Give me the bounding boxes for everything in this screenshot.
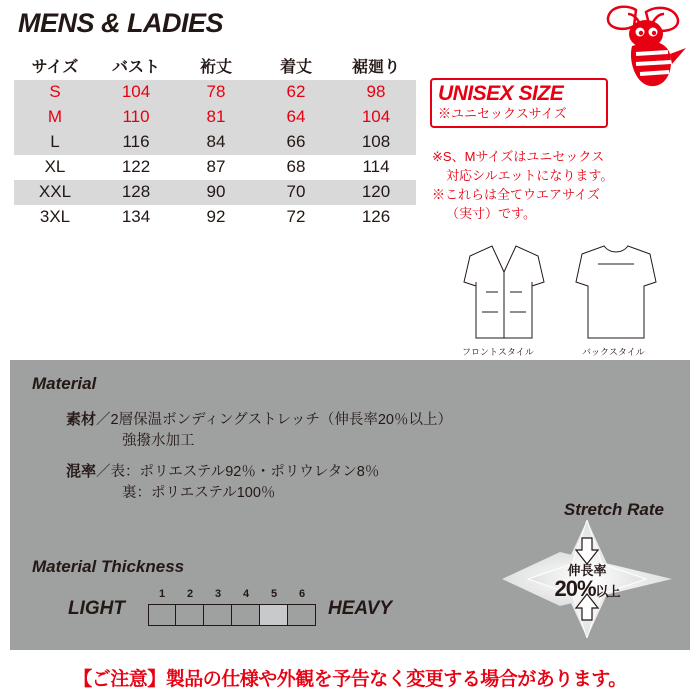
material-composition-value: ／2層保温ボンディングストレッチ（伸長率20％以上）	[96, 412, 452, 428]
cell-hem: 120	[336, 180, 416, 205]
unisex-title: UNISEX SIZE	[438, 82, 564, 105]
unisex-subtitle: ※ユニセックスサイズ	[438, 106, 567, 121]
col-header-length: 着丈	[279, 59, 312, 76]
cell-size: 3XL	[14, 205, 96, 230]
table-row	[14, 205, 416, 230]
table-row	[14, 155, 416, 180]
cell-bust: 110	[96, 105, 176, 130]
thickness-scale	[148, 588, 320, 626]
cell-hem: 104	[336, 105, 416, 130]
thickness-cell-5	[260, 604, 288, 626]
cell-sleeve: 81	[176, 105, 256, 130]
thickness-number-4: 4	[242, 588, 250, 600]
table-header-row	[14, 52, 416, 80]
cell-length: 70	[256, 180, 336, 205]
table-row	[14, 105, 416, 130]
material-ratio-key: 混率	[66, 463, 97, 480]
material-section	[10, 360, 690, 650]
material-ratio-row	[66, 460, 379, 483]
cell-bust: 128	[96, 180, 176, 205]
cell-length: 66	[256, 130, 336, 155]
cell-size: XXL	[14, 180, 96, 205]
cell-bust: 104	[96, 80, 176, 105]
table-row	[14, 180, 416, 205]
cell-hem: 114	[336, 155, 416, 180]
cell-bust: 134	[96, 205, 176, 230]
cell-length: 62	[256, 80, 336, 105]
col-header-bust: バスト	[111, 59, 160, 76]
col-header-size: サイズ	[31, 59, 79, 76]
material-composition-row	[66, 408, 452, 431]
cell-bust: 122	[96, 155, 176, 180]
material-heading: Material	[32, 374, 97, 393]
thickness-cell-2	[176, 604, 204, 626]
note-line-2: 対応シルエットになります。	[446, 167, 614, 183]
footer-notice: 【ご注意】製品の仕様や外観を予告なく変更する場合があります。	[0, 654, 700, 700]
cell-length: 72	[256, 205, 336, 230]
note-line-4: （実寸）です。	[446, 205, 536, 221]
thickness-number-3: 3	[214, 588, 222, 600]
cell-sleeve: 90	[176, 180, 256, 205]
cell-sleeve: 92	[176, 205, 256, 230]
thickness-number-6: 6	[298, 588, 306, 600]
material-composition-row-2	[122, 430, 195, 452]
cell-size: XL	[14, 155, 96, 180]
thickness-heavy-label: HEAVY	[328, 598, 393, 619]
cell-length: 64	[256, 105, 336, 130]
material-ratio-value: ／表：ポリエステル92％・ポリウレタン8％	[96, 464, 380, 480]
stretch-rate-badge	[502, 520, 672, 638]
back-style-caption: バックスタイル	[582, 347, 645, 357]
material-ratio-value-2: 裏：ポリエステル100％	[122, 485, 276, 501]
material-ratio-row-2	[122, 482, 275, 504]
col-header-sleeve: 裄丈	[199, 59, 232, 76]
thickness-cell-1	[148, 604, 176, 626]
thickness-cell-4	[232, 604, 260, 626]
cell-size: S	[14, 80, 96, 105]
thickness-cell-6	[288, 604, 316, 626]
thickness-number-5: 5	[270, 588, 278, 600]
stretch-heading: Stretch Rate	[563, 500, 664, 519]
thickness-heading: Material Thickness	[32, 557, 185, 576]
cell-hem: 108	[336, 130, 416, 155]
cell-hem: 98	[336, 80, 416, 105]
cell-hem: 126	[336, 205, 416, 230]
unisex-size-badge	[430, 78, 608, 128]
cell-sleeve: 87	[176, 155, 256, 180]
note-line-3: ※これらは全てウエアサイズ	[432, 186, 600, 202]
cell-size: M	[14, 105, 96, 130]
stretch-value-suffix: 以上	[595, 584, 620, 599]
cell-bust: 116	[96, 130, 176, 155]
cell-sleeve: 84	[176, 130, 256, 155]
material-composition-key: 素材	[66, 411, 97, 428]
thickness-number-1: 1	[158, 588, 166, 600]
thickness-cell-3	[204, 604, 232, 626]
page-title: MENS & LADIES	[18, 8, 224, 38]
cell-size: L	[14, 130, 96, 155]
thickness-light-label: LIGHT	[68, 598, 125, 619]
thickness-number-2: 2	[186, 588, 194, 600]
material-composition-value-2: 強撥水加工	[122, 433, 195, 449]
size-table	[14, 52, 416, 230]
table-row	[14, 80, 416, 105]
cell-sleeve: 78	[176, 80, 256, 105]
table-row	[14, 130, 416, 155]
front-style-caption: フロントスタイル	[462, 347, 534, 357]
cell-length: 68	[256, 155, 336, 180]
col-header-hem: 裾廻り	[351, 59, 400, 76]
jacket-illustrations	[452, 238, 667, 348]
stretch-label: 伸長率	[567, 563, 607, 578]
stretch-value: 20%	[554, 576, 596, 601]
note-line-1: ※S、Mサイズはユニセックス	[432, 149, 605, 164]
size-notes	[432, 148, 682, 223]
